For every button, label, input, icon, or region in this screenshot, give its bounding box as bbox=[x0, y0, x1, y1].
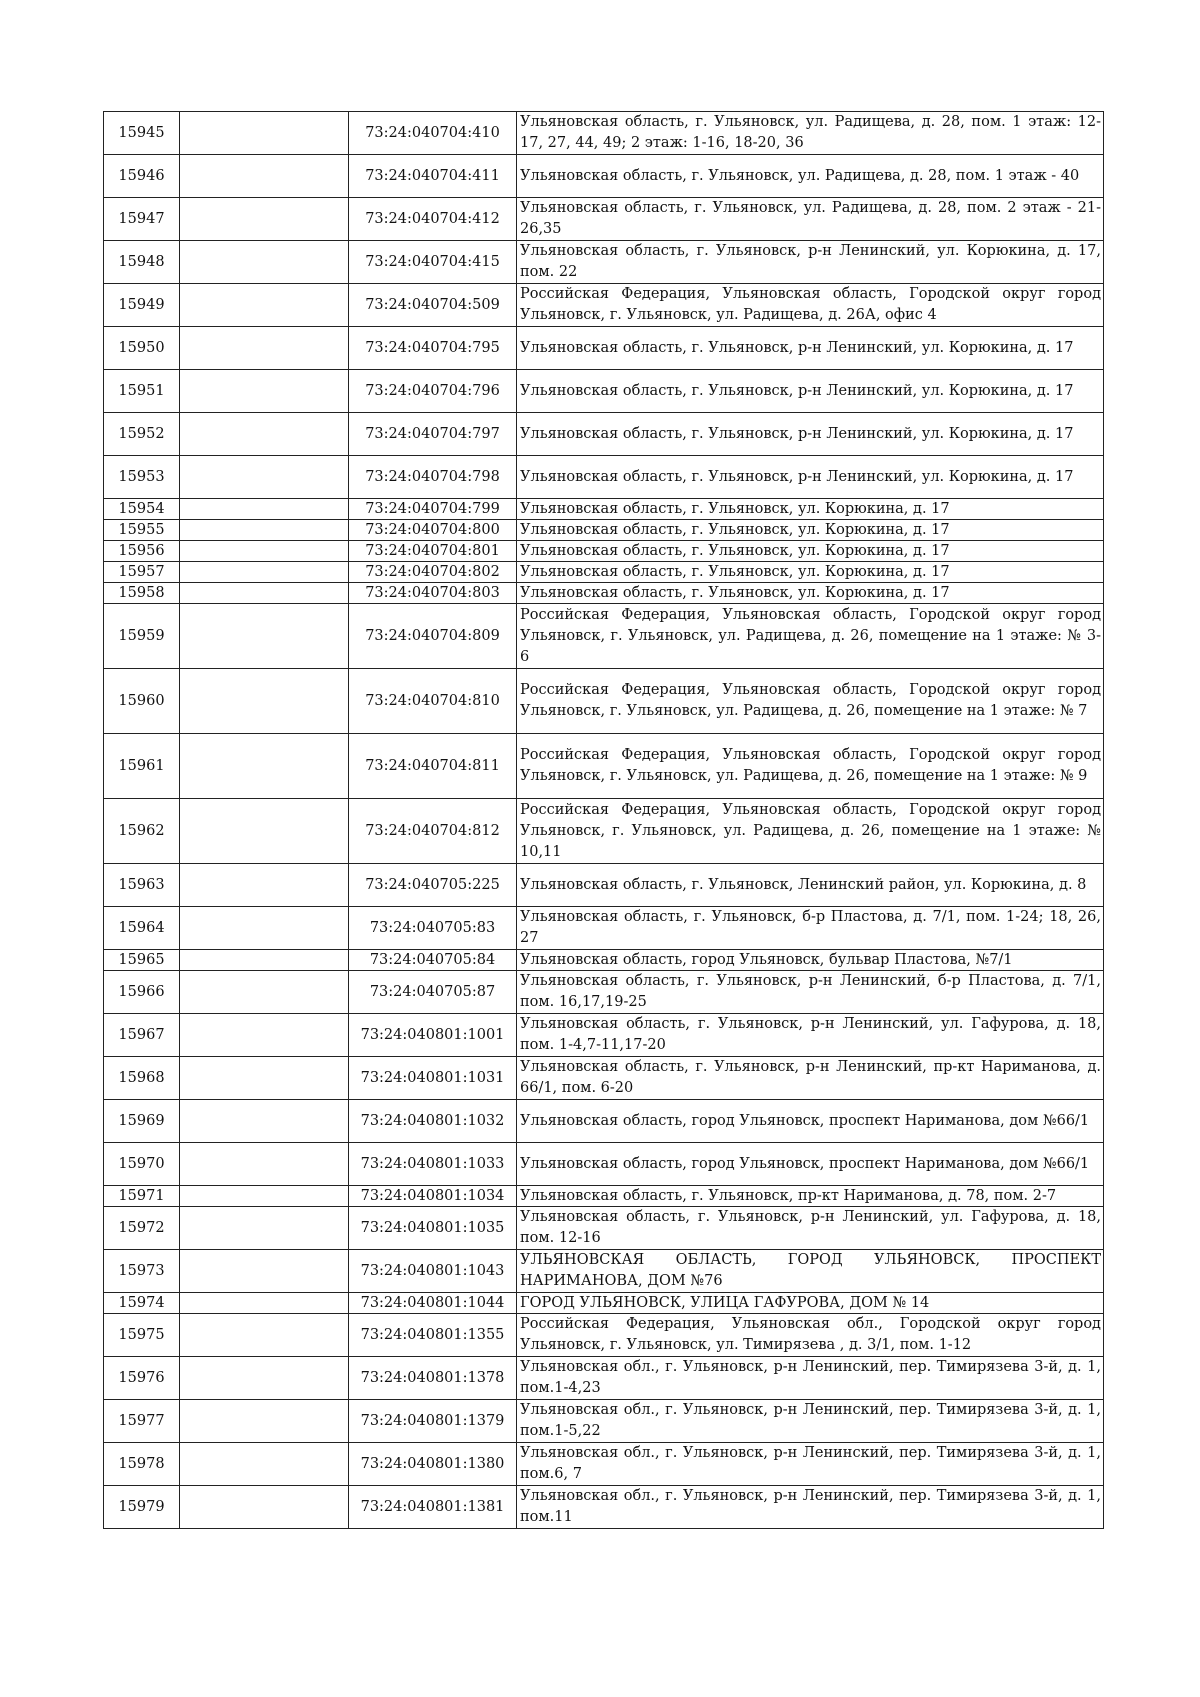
row-number: 15955 bbox=[104, 520, 180, 541]
empty-cell bbox=[180, 971, 349, 1014]
address: Ульяновская область, город Ульяновск, бульвар Пластова, №7/1 bbox=[517, 950, 1104, 971]
address: Ульяновская область, г. Ульяновск, р-н Ленинский, пр-кт Нариманова, д. 66/1, пом. 6-20 bbox=[517, 1057, 1104, 1100]
address: Ульяновская область, г. Ульяновск, р-н Ленинский, ул. Корюкина, д. 17 bbox=[517, 370, 1104, 413]
address: Российская Федерация, Ульяновская область, Городской округ город Ульяновск, г. Ульяновск, ул. Радищева, д. 26, помещение на 1 этаже: № 3-6 bbox=[517, 604, 1104, 669]
cadastral-number: 73:24:040801:1044 bbox=[349, 1293, 517, 1314]
cadastral-number: 73:24:040801:1035 bbox=[349, 1207, 517, 1250]
row-number: 15952 bbox=[104, 413, 180, 456]
cadastral-number: 73:24:040704:809 bbox=[349, 604, 517, 669]
address: Ульяновская область, г. Ульяновск, пр-кт Нариманова, д. 78, пом. 2-7 bbox=[517, 1186, 1104, 1207]
row-number: 15951 bbox=[104, 370, 180, 413]
empty-cell bbox=[180, 1143, 349, 1186]
cadastral-number: 73:24:040705:84 bbox=[349, 950, 517, 971]
address: Ульяновская область, г. Ульяновск, р-н Ленинский, ул. Корюкина, д. 17, пом. 22 bbox=[517, 241, 1104, 284]
table-row bbox=[104, 1057, 1104, 1100]
table-row bbox=[104, 1314, 1104, 1357]
table-row bbox=[104, 112, 1104, 155]
row-number: 15976 bbox=[104, 1357, 180, 1400]
empty-cell bbox=[180, 1357, 349, 1400]
table-row bbox=[104, 799, 1104, 864]
row-number: 15946 bbox=[104, 155, 180, 198]
empty-cell bbox=[180, 1443, 349, 1486]
table-row bbox=[104, 198, 1104, 241]
cadastral-number: 73:24:040704:797 bbox=[349, 413, 517, 456]
row-number: 15969 bbox=[104, 1100, 180, 1143]
row-number: 15950 bbox=[104, 327, 180, 370]
table-row bbox=[104, 583, 1104, 604]
row-number: 15970 bbox=[104, 1143, 180, 1186]
cadastral-number: 73:24:040801:1034 bbox=[349, 1186, 517, 1207]
table-row bbox=[104, 520, 1104, 541]
row-number: 15947 bbox=[104, 198, 180, 241]
address: Российская Федерация, Ульяновская область, Городской округ город Ульяновск, г. Ульяновск, ул. Радищева, д. 26, помещение на 1 этаже: № 9 bbox=[517, 734, 1104, 799]
cadastral-number: 73:24:040801:1378 bbox=[349, 1357, 517, 1400]
cadastral-number: 73:24:040801:1031 bbox=[349, 1057, 517, 1100]
address: Российская Федерация, Ульяновская область, Городской округ город Ульяновск, г. Ульяновск, ул. Радищева, д. 26, помещение на 1 этаже: № 10,11 bbox=[517, 799, 1104, 864]
cadastral-number: 73:24:040704:798 bbox=[349, 456, 517, 499]
table-row bbox=[104, 541, 1104, 562]
address: Ульяновская область, г. Ульяновск, Ленинский район, ул. Корюкина, д. 8 bbox=[517, 864, 1104, 907]
table-row bbox=[104, 1486, 1104, 1529]
empty-cell bbox=[180, 604, 349, 669]
empty-cell bbox=[180, 198, 349, 241]
cadastral-number: 73:24:040704:802 bbox=[349, 562, 517, 583]
row-number: 15960 bbox=[104, 669, 180, 734]
address: Ульяновская обл., г. Ульяновск, р-н Ленинский, пер. Тимирязева 3-й, д. 1, пом.11 bbox=[517, 1486, 1104, 1529]
cadastral-number: 73:24:040704:812 bbox=[349, 799, 517, 864]
address: Ульяновская область, город Ульяновск, проспект Нариманова, дом №66/1 bbox=[517, 1143, 1104, 1186]
row-number: 15959 bbox=[104, 604, 180, 669]
cadastral-number: 73:24:040704:509 bbox=[349, 284, 517, 327]
row-number: 15948 bbox=[104, 241, 180, 284]
empty-cell bbox=[180, 1250, 349, 1293]
row-number: 15958 bbox=[104, 583, 180, 604]
cadastral-number: 73:24:040704:415 bbox=[349, 241, 517, 284]
empty-cell bbox=[180, 950, 349, 971]
cadastral-number: 73:24:040704:795 bbox=[349, 327, 517, 370]
row-number: 15978 bbox=[104, 1443, 180, 1486]
cadastral-number: 73:24:040704:800 bbox=[349, 520, 517, 541]
empty-cell bbox=[180, 499, 349, 520]
address: Российская Федерация, Ульяновская область, Городской округ город Ульяновск, г. Ульяновск, ул. Радищева, д. 26А, офис 4 bbox=[517, 284, 1104, 327]
empty-cell bbox=[180, 370, 349, 413]
row-number: 15973 bbox=[104, 1250, 180, 1293]
empty-cell bbox=[180, 1400, 349, 1443]
empty-cell bbox=[180, 799, 349, 864]
address: Ульяновская область, город Ульяновск, проспект Нариманова, дом №66/1 bbox=[517, 1100, 1104, 1143]
cadastral-number: 73:24:040801:1380 bbox=[349, 1443, 517, 1486]
empty-cell bbox=[180, 1486, 349, 1529]
empty-cell bbox=[180, 1314, 349, 1357]
row-number: 15967 bbox=[104, 1014, 180, 1057]
table-row bbox=[104, 1207, 1104, 1250]
table-row bbox=[104, 1293, 1104, 1314]
empty-cell bbox=[180, 541, 349, 562]
address: Ульяновская область, г. Ульяновск, р-н Ленинский, ул. Гафурова, д. 18, пом. 1-4,7-11,17-20 bbox=[517, 1014, 1104, 1057]
cadastral-number: 73:24:040801:1381 bbox=[349, 1486, 517, 1529]
empty-cell bbox=[180, 1014, 349, 1057]
cadastral-number: 73:24:040801:1033 bbox=[349, 1143, 517, 1186]
address: Ульяновская область, г. Ульяновск, ул. Радищева, д. 28, пом. 1 этаж - 40 bbox=[517, 155, 1104, 198]
cadastral-number: 73:24:040801:1379 bbox=[349, 1400, 517, 1443]
empty-cell bbox=[180, 669, 349, 734]
address: ГОРОД УЛЬЯНОВСК, УЛИЦА ГАФУРОВА, ДОМ № 14 bbox=[517, 1293, 1104, 1314]
empty-cell bbox=[180, 1293, 349, 1314]
table-row bbox=[104, 604, 1104, 669]
empty-cell bbox=[180, 1186, 349, 1207]
address: Ульяновская область, г. Ульяновск, ул. Корюкина, д. 17 bbox=[517, 583, 1104, 604]
table-row bbox=[104, 1357, 1104, 1400]
address: Ульяновская область, г. Ульяновск, р-н Ленинский, б-р Пластова, д. 7/1, пом. 16,17,19-25 bbox=[517, 971, 1104, 1014]
empty-cell bbox=[180, 907, 349, 950]
empty-cell bbox=[180, 520, 349, 541]
cadastral-number: 73:24:040705:83 bbox=[349, 907, 517, 950]
empty-cell bbox=[180, 734, 349, 799]
table-row bbox=[104, 284, 1104, 327]
table-row bbox=[104, 669, 1104, 734]
cadastral-number: 73:24:040801:1032 bbox=[349, 1100, 517, 1143]
row-number: 15968 bbox=[104, 1057, 180, 1100]
address: Ульяновская область, г. Ульяновск, ул. Радищева, д. 28, пом. 2 этаж - 21-26,35 bbox=[517, 198, 1104, 241]
row-number: 15949 bbox=[104, 284, 180, 327]
address: Ульяновская область, г. Ульяновск, ул. Корюкина, д. 17 bbox=[517, 541, 1104, 562]
empty-cell bbox=[180, 284, 349, 327]
table-row bbox=[104, 1186, 1104, 1207]
cadastral-number: 73:24:040801:1001 bbox=[349, 1014, 517, 1057]
cadastral-number: 73:24:040801:1355 bbox=[349, 1314, 517, 1357]
cadastral-number: 73:24:040704:811 bbox=[349, 734, 517, 799]
cadastral-number: 73:24:040704:411 bbox=[349, 155, 517, 198]
row-number: 15972 bbox=[104, 1207, 180, 1250]
cadastral-number: 73:24:040704:810 bbox=[349, 669, 517, 734]
address: Ульяновская область, г. Ульяновск, ул. Радищева, д. 28, пом. 1 этаж: 12-17, 27, 44, 49; 2 этаж: 1-16, 18-20, 36 bbox=[517, 112, 1104, 155]
address: Российская Федерация, Ульяновская обл., Городской округ город Ульяновск, г. Ульяновск, ул. Тимирязева , д. 3/1, пом. 1-12 bbox=[517, 1314, 1104, 1357]
address: Ульяновская область, г. Ульяновск, б-р Пластова, д. 7/1, пом. 1-24; 18, 26, 27 bbox=[517, 907, 1104, 950]
row-number: 15971 bbox=[104, 1186, 180, 1207]
row-number: 15964 bbox=[104, 907, 180, 950]
table-body bbox=[104, 112, 1104, 1529]
table-row bbox=[104, 155, 1104, 198]
address: Ульяновская область, г. Ульяновск, ул. Корюкина, д. 17 bbox=[517, 562, 1104, 583]
address: Ульяновская область, г. Ульяновск, р-н Ленинский, ул. Гафурова, д. 18, пом. 12-16 bbox=[517, 1207, 1104, 1250]
document-page bbox=[103, 111, 1103, 1529]
row-number: 15963 bbox=[104, 864, 180, 907]
address: Ульяновская обл., г. Ульяновск, р-н Ленинский, пер. Тимирязева 3-й, д. 1, пом.1-5,22 bbox=[517, 1400, 1104, 1443]
empty-cell bbox=[180, 112, 349, 155]
address: Ульяновская область, г. Ульяновск, р-н Ленинский, ул. Корюкина, д. 17 bbox=[517, 456, 1104, 499]
row-number: 15962 bbox=[104, 799, 180, 864]
address: Российская Федерация, Ульяновская область, Городской округ город Ульяновск, г. Ульяновск, ул. Радищева, д. 26, помещение на 1 этаже: № 7 bbox=[517, 669, 1104, 734]
cadastral-number: 73:24:040704:412 bbox=[349, 198, 517, 241]
row-number: 15957 bbox=[104, 562, 180, 583]
empty-cell bbox=[180, 583, 349, 604]
row-number: 15965 bbox=[104, 950, 180, 971]
cadastral-number: 73:24:040801:1043 bbox=[349, 1250, 517, 1293]
empty-cell bbox=[180, 1207, 349, 1250]
cadastral-number: 73:24:040704:796 bbox=[349, 370, 517, 413]
table-row bbox=[104, 456, 1104, 499]
cadastral-number: 73:24:040705:87 bbox=[349, 971, 517, 1014]
empty-cell bbox=[180, 864, 349, 907]
table-row bbox=[104, 499, 1104, 520]
table-row bbox=[104, 971, 1104, 1014]
row-number: 15977 bbox=[104, 1400, 180, 1443]
address: Ульяновская область, г. Ульяновск, ул. Корюкина, д. 17 bbox=[517, 499, 1104, 520]
table-row bbox=[104, 1143, 1104, 1186]
empty-cell bbox=[180, 1057, 349, 1100]
table-row bbox=[104, 907, 1104, 950]
cadastral-number: 73:24:040704:803 bbox=[349, 583, 517, 604]
table-row bbox=[104, 370, 1104, 413]
address: Ульяновская обл., г. Ульяновск, р-н Ленинский, пер. Тимирязева 3-й, д. 1, пом.1-4,23 bbox=[517, 1357, 1104, 1400]
cadastral-number: 73:24:040704:801 bbox=[349, 541, 517, 562]
table-row bbox=[104, 562, 1104, 583]
table-row bbox=[104, 734, 1104, 799]
table-row bbox=[104, 1250, 1104, 1293]
table-row bbox=[104, 327, 1104, 370]
address: Ульяновская область, г. Ульяновск, р-н Ленинский, ул. Корюкина, д. 17 bbox=[517, 413, 1104, 456]
empty-cell bbox=[180, 1100, 349, 1143]
empty-cell bbox=[180, 155, 349, 198]
row-number: 15954 bbox=[104, 499, 180, 520]
cadastral-table bbox=[103, 111, 1104, 1529]
row-number: 15974 bbox=[104, 1293, 180, 1314]
table-row bbox=[104, 241, 1104, 284]
cadastral-number: 73:24:040704:410 bbox=[349, 112, 517, 155]
table-row bbox=[104, 1443, 1104, 1486]
row-number: 15956 bbox=[104, 541, 180, 562]
empty-cell bbox=[180, 327, 349, 370]
empty-cell bbox=[180, 456, 349, 499]
table-row bbox=[104, 864, 1104, 907]
empty-cell bbox=[180, 413, 349, 456]
row-number: 15961 bbox=[104, 734, 180, 799]
table-row bbox=[104, 950, 1104, 971]
table-row bbox=[104, 1100, 1104, 1143]
empty-cell bbox=[180, 562, 349, 583]
table-row bbox=[104, 413, 1104, 456]
row-number: 15966 bbox=[104, 971, 180, 1014]
table-row bbox=[104, 1014, 1104, 1057]
address: Ульяновская область, г. Ульяновск, р-н Ленинский, ул. Корюкина, д. 17 bbox=[517, 327, 1104, 370]
row-number: 15975 bbox=[104, 1314, 180, 1357]
cadastral-number: 73:24:040704:799 bbox=[349, 499, 517, 520]
row-number: 15979 bbox=[104, 1486, 180, 1529]
empty-cell bbox=[180, 241, 349, 284]
address: Ульяновская обл., г. Ульяновск, р-н Ленинский, пер. Тимирязева 3-й, д. 1, пом.6, 7 bbox=[517, 1443, 1104, 1486]
row-number: 15953 bbox=[104, 456, 180, 499]
address: Ульяновская область, г. Ульяновск, ул. Корюкина, д. 17 bbox=[517, 520, 1104, 541]
row-number: 15945 bbox=[104, 112, 180, 155]
address: УЛЬЯНОВСКАЯ ОБЛАСТЬ, ГОРОД УЛЬЯНОВСК, ПРОСПЕКТ НАРИМАНОВА, ДОМ №76 bbox=[517, 1250, 1104, 1293]
cadastral-number: 73:24:040705:225 bbox=[349, 864, 517, 907]
table-row bbox=[104, 1400, 1104, 1443]
